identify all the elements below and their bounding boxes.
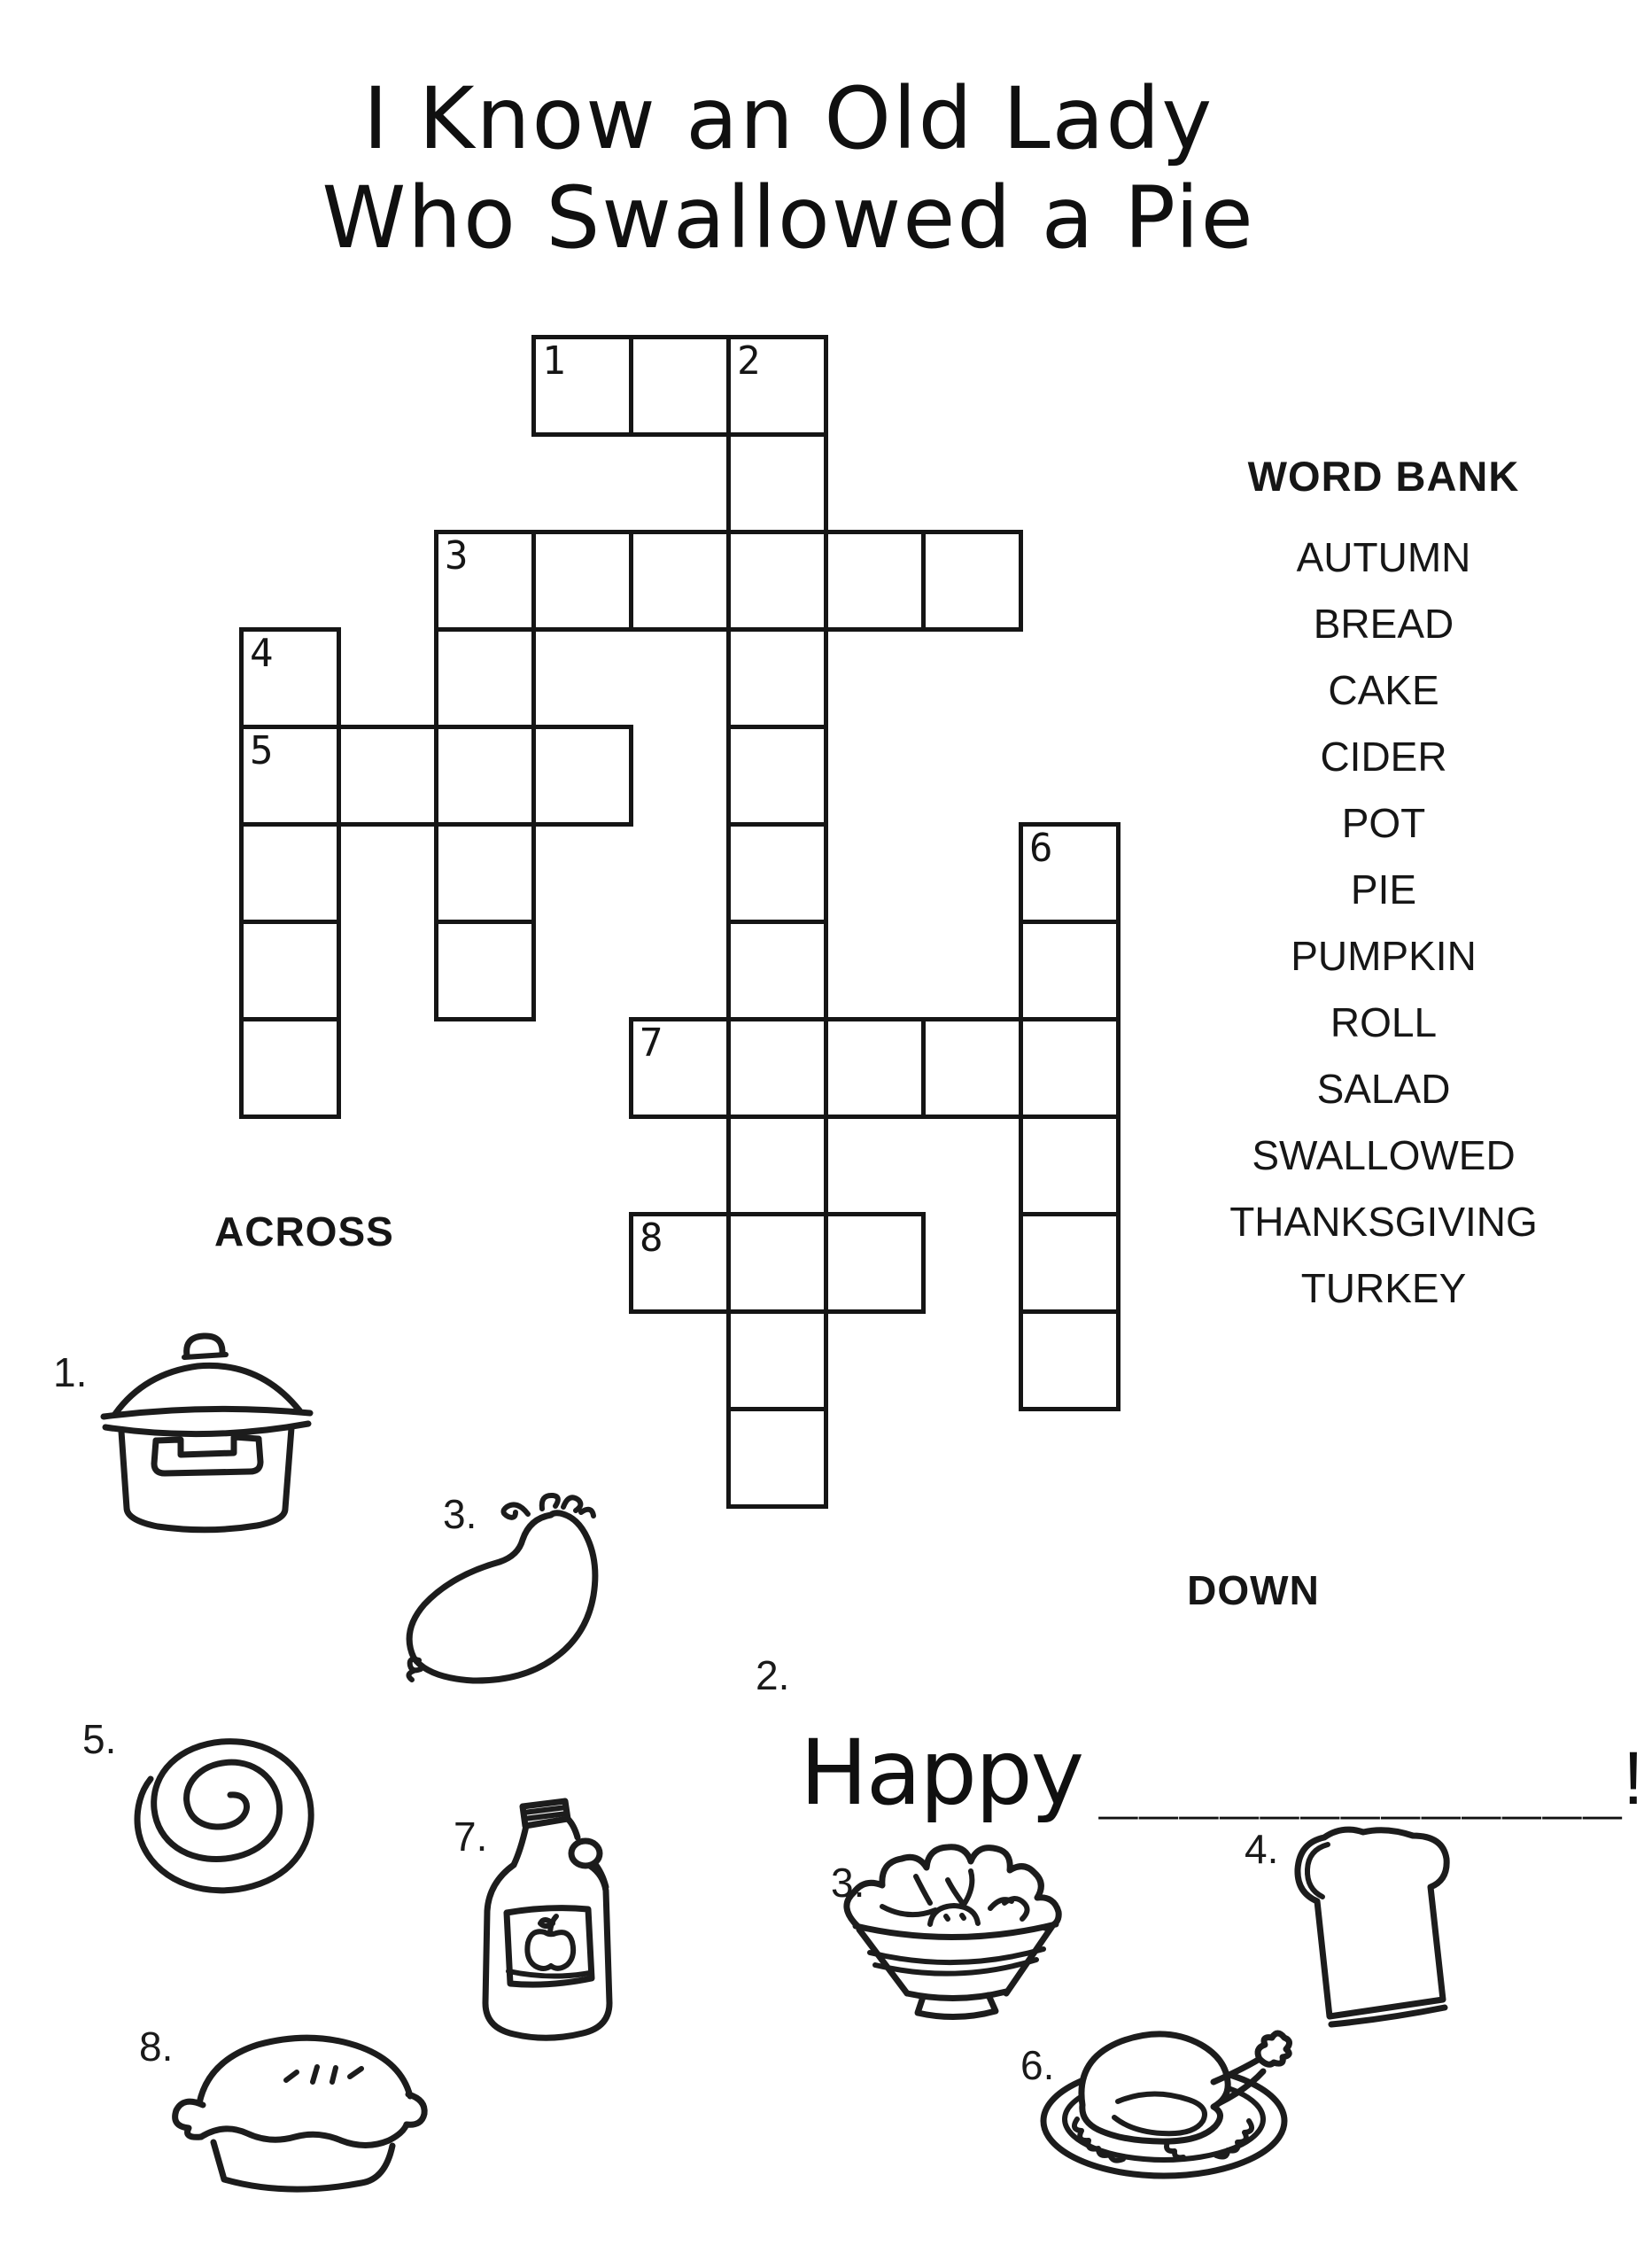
grid-cell[interactable] xyxy=(726,1309,828,1411)
title-line-1: I Know an Old Lady xyxy=(362,69,1214,168)
cinnamon-roll-icon xyxy=(97,1708,338,1921)
grid-cell[interactable] xyxy=(1019,920,1121,1021)
grid-cell[interactable] xyxy=(726,627,828,729)
salad-icon xyxy=(831,1821,1088,2025)
word-bank-word: SALAD xyxy=(1316,1066,1451,1112)
turkey-icon xyxy=(1036,2020,1295,2183)
down-clue-2-text xyxy=(800,1720,1644,1826)
grid-cell[interactable] xyxy=(726,920,828,1021)
grid-cell[interactable] xyxy=(1019,1115,1121,1216)
across-clue-7-number: 7. xyxy=(454,1814,488,1860)
cell-number: 7 xyxy=(640,1021,663,1066)
word-bank-word: PUMPKIN xyxy=(1291,933,1477,979)
grid-cell[interactable] xyxy=(726,335,828,437)
worksheet-title xyxy=(0,69,1577,268)
cider-jug-icon xyxy=(477,1797,620,2054)
grid-cell[interactable] xyxy=(239,725,341,827)
title-line-2: Who Swallowed a Pie xyxy=(322,168,1255,268)
word-bank xyxy=(1224,452,1543,1322)
grid-cell[interactable] xyxy=(1019,822,1121,924)
grid-cell[interactable] xyxy=(921,1017,1023,1119)
grid-cell[interactable] xyxy=(239,920,341,1021)
word-bank-word: THANKSGIVING xyxy=(1229,1199,1538,1245)
cell-number: 6 xyxy=(1029,826,1053,871)
cell-number: 8 xyxy=(640,1216,663,1261)
word-bank-word: CIDER xyxy=(1320,734,1447,780)
grid-cell[interactable] xyxy=(921,530,1023,632)
down-clue-6-number: 6. xyxy=(1020,2042,1055,2088)
grid-cell[interactable] xyxy=(726,1407,828,1509)
grid-cell[interactable] xyxy=(726,822,828,924)
grid-cell[interactable] xyxy=(824,1017,926,1119)
grid-cell[interactable] xyxy=(239,822,341,924)
word-bank-word: SWALLOWED xyxy=(1252,1132,1516,1178)
grid-cell[interactable] xyxy=(629,335,731,437)
squash-icon xyxy=(395,1487,618,1690)
grid-cell[interactable] xyxy=(434,530,536,632)
grid-cell[interactable] xyxy=(239,1017,341,1119)
word-bank-header: WORD BANK xyxy=(1247,453,1520,500)
grid-cell[interactable] xyxy=(337,725,438,827)
grid-cell[interactable] xyxy=(434,725,536,827)
grid-cell[interactable] xyxy=(1019,1017,1121,1119)
grid-cell[interactable] xyxy=(824,530,926,632)
word-bank-word: TURKEY xyxy=(1300,1265,1467,1311)
across-clue-7-picture xyxy=(477,1797,620,2054)
across-clue-8-picture xyxy=(162,2018,437,2195)
pot-icon xyxy=(96,1327,319,1534)
pie-icon xyxy=(162,2018,437,2195)
word-bank-list xyxy=(1224,524,1543,1322)
across-clue-5-picture xyxy=(97,1708,338,1921)
grid-cell[interactable] xyxy=(629,1212,731,1314)
grid-cell[interactable] xyxy=(726,725,828,827)
down-clue-2-number: 2. xyxy=(756,1652,790,1698)
down-clue-4-number: 4. xyxy=(1245,1826,1279,1872)
word-bank-word: PIE xyxy=(1350,866,1417,913)
answer-blank[interactable]: _____________ xyxy=(1098,1744,1624,1820)
cell-number: 4 xyxy=(250,631,274,676)
cell-number: 3 xyxy=(445,533,469,579)
word-bank-word: AUTUMN xyxy=(1296,534,1471,580)
across-clue-1-picture xyxy=(96,1327,319,1534)
grid-cell[interactable] xyxy=(726,530,828,632)
grid-cell[interactable] xyxy=(1019,1212,1121,1314)
grid-cell[interactable] xyxy=(434,627,536,729)
grid-cell[interactable] xyxy=(726,432,828,534)
grid-cell[interactable] xyxy=(1019,1309,1121,1411)
word-bank-word: CAKE xyxy=(1328,667,1439,713)
across-clue-1-number: 1. xyxy=(53,1349,88,1395)
happy-label: Happy xyxy=(800,1720,1083,1826)
down-clue-3-number: 3. xyxy=(831,1860,865,1906)
down-clue-4-picture xyxy=(1278,1818,1470,2039)
grid-cell[interactable] xyxy=(629,1017,731,1119)
across-heading: ACROSS xyxy=(214,1208,394,1254)
grid-cell[interactable] xyxy=(726,1017,828,1119)
word-bank-word: BREAD xyxy=(1313,601,1454,647)
across-clue-8-number: 8. xyxy=(139,2023,174,2070)
down-clue-6-picture xyxy=(1036,2020,1295,2183)
down-heading: DOWN xyxy=(1187,1567,1320,1613)
grid-cell[interactable] xyxy=(531,335,633,437)
grid-cell[interactable] xyxy=(239,627,341,729)
down-clue-3-picture xyxy=(831,1821,1088,2025)
crossword-grid xyxy=(239,335,1121,1509)
grid-cell[interactable] xyxy=(434,822,536,924)
grid-cell[interactable] xyxy=(726,1212,828,1314)
bread-icon xyxy=(1278,1818,1470,2039)
grid-cell[interactable] xyxy=(629,530,731,632)
across-clue-5-number: 5. xyxy=(82,1716,117,1762)
grid-cell[interactable] xyxy=(824,1212,926,1314)
exclamation-mark: ! xyxy=(1623,1736,1644,1820)
grid-cell[interactable] xyxy=(531,530,633,632)
across-clue-3-picture xyxy=(395,1487,618,1690)
word-bank-word: POT xyxy=(1341,800,1426,846)
cell-number: 5 xyxy=(250,728,274,773)
grid-cell[interactable] xyxy=(531,725,633,827)
grid-cell[interactable] xyxy=(434,920,536,1021)
cell-number: 2 xyxy=(737,338,761,384)
word-bank-word: ROLL xyxy=(1330,999,1438,1045)
grid-cell[interactable] xyxy=(726,1115,828,1216)
across-clue-3-number: 3. xyxy=(443,1491,477,1537)
cell-number: 1 xyxy=(542,338,566,384)
